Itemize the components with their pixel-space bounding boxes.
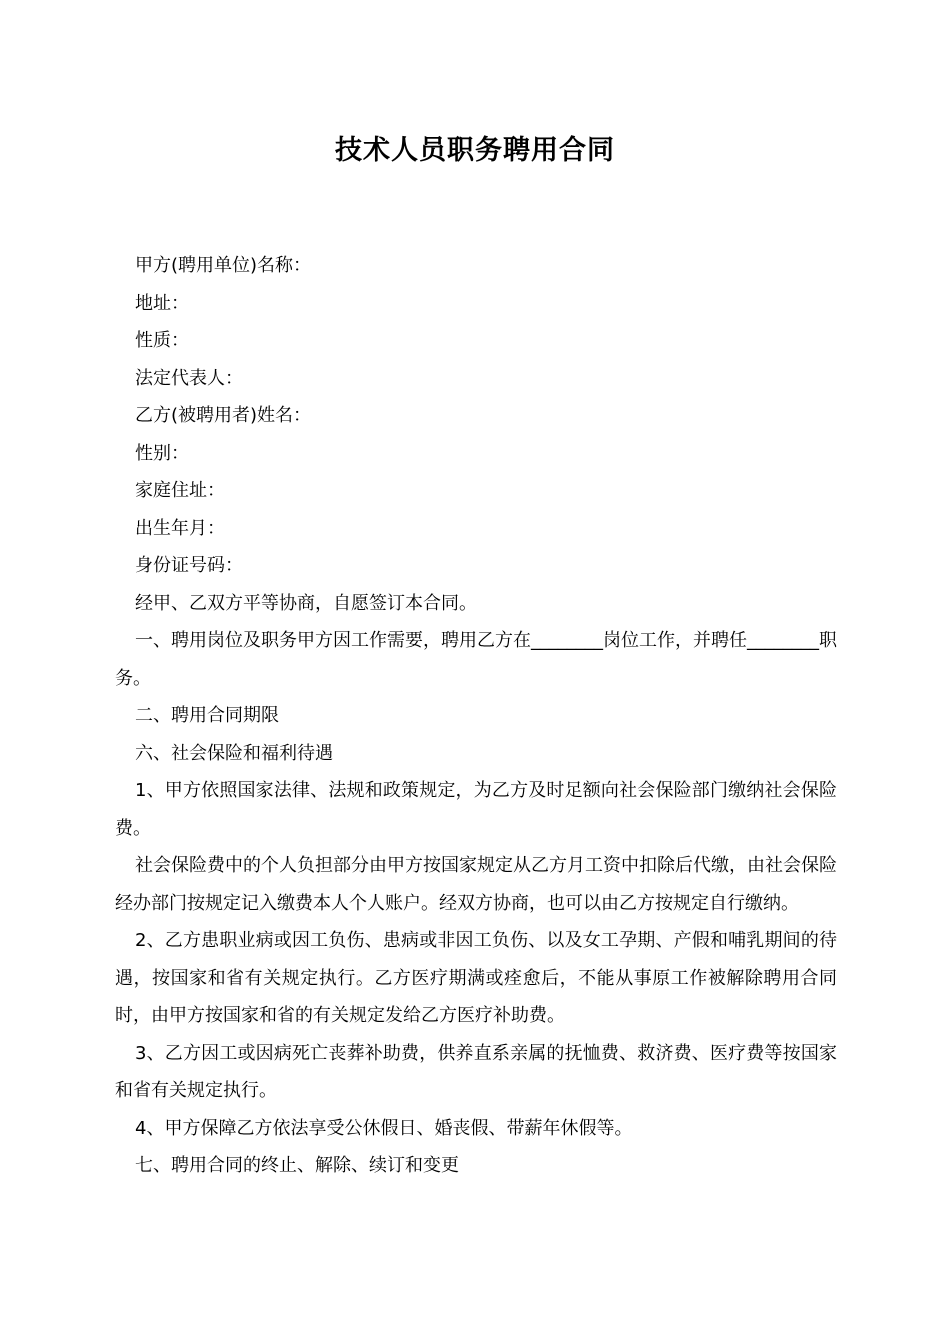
field-id-number: 身份证号码： [135, 555, 243, 576]
field-gender: 性别： [135, 442, 189, 464]
page-title: 技术人员职务聘用合同 [335, 135, 615, 166]
field-birth-date: 出生年月： [135, 517, 225, 539]
contract-body [115, 247, 837, 1185]
field-employee-name: 乙方(被聘用者)姓名： [135, 405, 312, 426]
section-6-item-2: 2、乙方患职业病或因工负伤、患病或非因工负伤、以及女工孕期、产假和哺乳期间的待遇，按国家和省有关规定执行。乙方医疗期满或痊愈后，不能从事原工作被解除聘用合同时，由甲方按国家和省的有关规定发给乙方医疗补助费。 [115, 930, 837, 1026]
section-2-term: 二、聘用合同期限 [135, 705, 279, 726]
section-6-item-3: 3、乙方因工或因病死亡丧葬补助费，供养直系亲属的抚恤费、救济费、医疗费等按国家和省有关规定执行。 [115, 1042, 837, 1101]
section-7-heading: 七、聘用合同的终止、解除、续订和变更 [135, 1155, 459, 1176]
field-address: 地址： [135, 292, 189, 314]
paragraph-agreement: 经甲、乙双方平等协商，自愿签订本合同。 [135, 592, 477, 614]
field-legal-representative: 法定代表人： [135, 367, 243, 389]
field-home-address: 家庭住址： [135, 480, 225, 501]
field-employer-name: 甲方(聘用单位)名称： [135, 255, 312, 276]
section-6-heading: 六、社会保险和福利待遇 [135, 742, 333, 764]
field-nature: 性质： [135, 330, 189, 351]
section-6-item-1: 1、甲方依照国家法律、法规和政策规定，为乙方及时足额向社会保险部门缴纳社会保险费。 [115, 780, 837, 839]
section-1-position: 一、聘用岗位及职务甲方因工作需要，聘用乙方在________岗位工作，并聘任________职务。 [115, 630, 837, 689]
section-6-item-1-cont: 社会保险费中的个人负担部分由甲方按国家规定从乙方月工资中扣除后代缴，由社会保险经办部门按规定记入缴费本人个人账户。经双方协商，也可以由乙方按规定自行缴纳。 [115, 855, 837, 914]
section-6-item-4: 4、甲方保障乙方依法享受公休假日、婚丧假、带薪年休假等。 [135, 1117, 633, 1139]
